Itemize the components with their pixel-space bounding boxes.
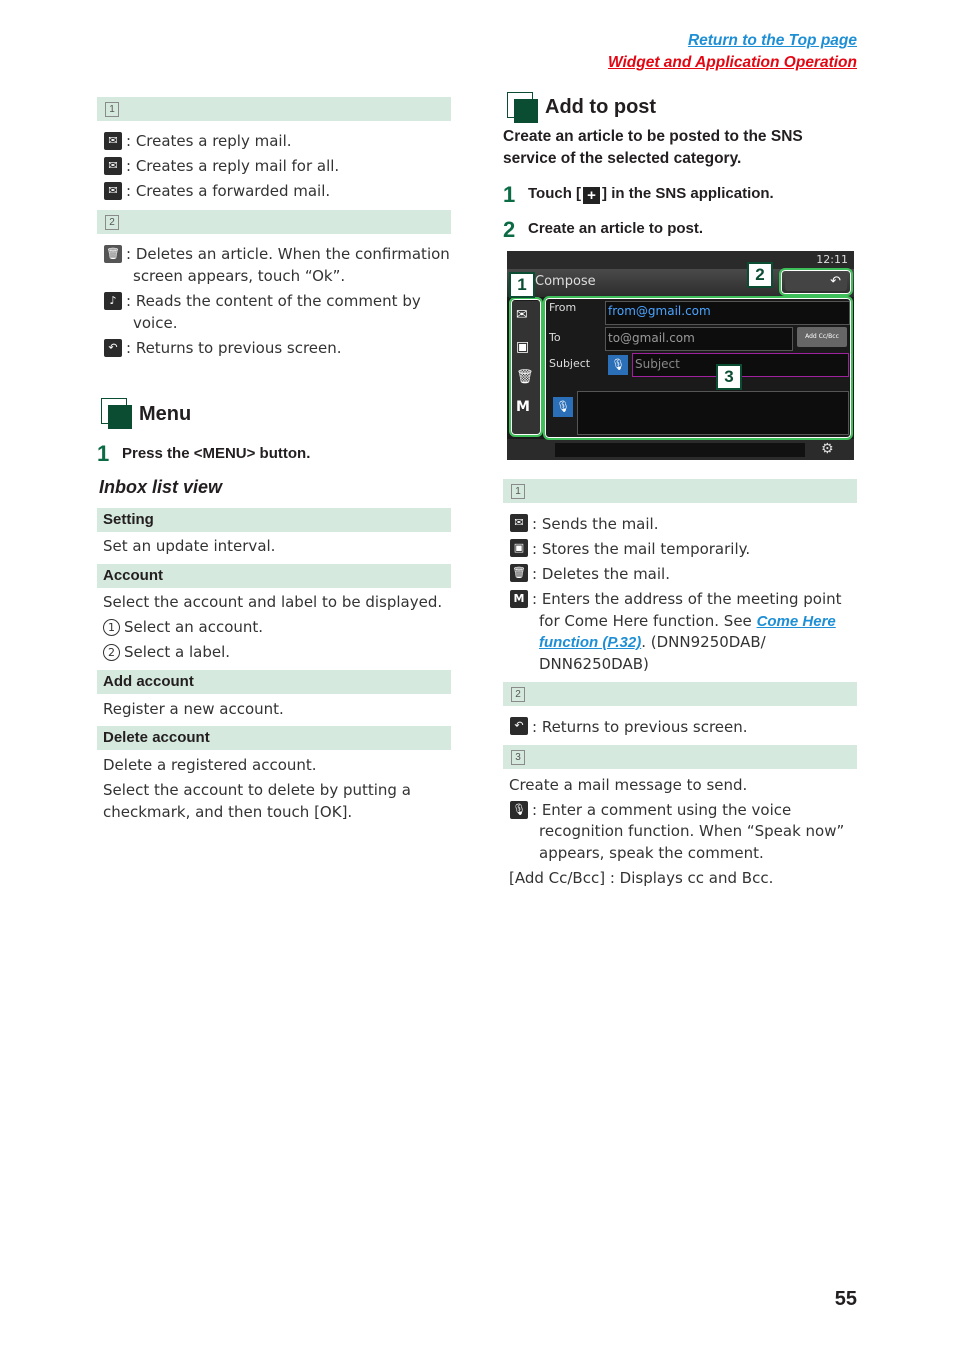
delete-account-desc2-2: checkmark, and then touch [OK]. [103, 803, 353, 821]
bar-number: 2 [105, 215, 119, 230]
voice-desc-2: recognition function. When “Speak now” [539, 822, 845, 840]
callout-1: 1 [509, 272, 535, 298]
save-icon: ▣ [510, 539, 528, 557]
trash-icon: 🗑 [104, 245, 122, 263]
add-account-desc: Register a new account. [103, 700, 284, 718]
compose-screenshot [507, 251, 854, 460]
section-bar-2 [97, 210, 451, 234]
gear-icon[interactable]: ⚙ [821, 441, 834, 457]
step-2: Create an article to post. [528, 220, 704, 237]
inbox-title: Inbox list view [99, 477, 223, 497]
mic-icon[interactable]: 🎙 [553, 397, 573, 417]
meet-desc-2: for Come Here function. See Come Here [539, 612, 836, 630]
bar-number: 1 [511, 484, 525, 499]
plus-icon: + [583, 187, 600, 204]
back-desc: : Returns to previous screen. [126, 339, 342, 357]
step-circle: 2 [103, 644, 120, 661]
from-value[interactable]: from@gmail.com [608, 304, 711, 318]
setting-bar [97, 508, 451, 532]
create-desc: Create a mail message to send. [509, 776, 748, 794]
intro-2: service of the selected category. [503, 150, 742, 167]
back-icon: ↶ [510, 717, 528, 735]
back-button[interactable]: ↶ [785, 273, 847, 291]
reply-all-icon: ✉ [104, 157, 122, 175]
menu-step: Press the <MENU> button. [122, 445, 311, 462]
from-label: From [549, 301, 577, 314]
delete-desc: : Deletes the mail. [532, 565, 670, 583]
account-step-1: 1 Select an account. [103, 616, 263, 638]
delete-account-bar [97, 726, 451, 750]
delete-desc-1: : Deletes an article. When the confirmation [126, 245, 450, 263]
step-circle: 1 [103, 619, 120, 636]
meet-desc-1: : Enters the address of the meeting point [532, 590, 842, 608]
page-number: 55 [834, 1288, 857, 1310]
add-account-bar [97, 670, 451, 694]
send-icon[interactable]: ✉ [516, 307, 528, 323]
bar-number: 2 [511, 687, 525, 702]
addcc-desc: [Add Cc/Bcc] : Displays cc and Bcc. [509, 869, 774, 887]
delete-account-desc: Delete a registered account. [103, 756, 317, 774]
add-to-post-title: Add to post [545, 96, 657, 118]
read-desc-2: voice. [133, 314, 178, 332]
step-number: 1 [503, 182, 516, 207]
come-here-link-page[interactable]: function (P.32) [539, 634, 642, 651]
forward-desc: : Creates a forwarded mail. [126, 182, 331, 200]
account-bar [97, 564, 451, 588]
bar-number: 1 [105, 102, 119, 117]
step-1: Touch [ + ] in the SNS application. [528, 185, 774, 204]
section-bar-3 [503, 745, 857, 769]
meet-desc-4: DNN6250DAB) [539, 655, 649, 673]
send-icon: ✉ [510, 514, 528, 532]
section-bar-1 [97, 97, 451, 121]
forward-icon: ✉ [104, 182, 122, 200]
reply-icon: ✉ [104, 132, 122, 150]
step-number: 1 [97, 441, 110, 466]
mic-icon[interactable]: 🎙 [608, 355, 628, 375]
reply-desc: : Creates a reply mail. [126, 132, 292, 150]
meeting-point-icon[interactable]: M [516, 399, 530, 415]
section-bar-2 [503, 682, 857, 706]
menu-title: Menu [139, 403, 192, 425]
back-desc: : Returns to previous screen. [532, 718, 748, 736]
delete-desc-2: screen appears, touch “Ok”. [133, 267, 346, 285]
account-step-2: 2 Select a label. [103, 641, 230, 663]
meeting-point-icon: M [510, 590, 528, 608]
compose-title: Compose [535, 274, 596, 289]
callout-3: 3 [716, 364, 742, 390]
subject-input[interactable]: Subject [635, 357, 680, 371]
account-title: Account [103, 567, 163, 584]
account-desc: Select the account and label to be displayed. [103, 593, 443, 611]
to-label: To [549, 331, 561, 344]
store-desc: : Stores the mail temporarily. [532, 540, 751, 558]
setting-title: Setting [103, 511, 154, 528]
speaker-icon: ♪ [104, 292, 122, 310]
mic-icon: 🎙 [510, 801, 528, 819]
section-icon [101, 398, 131, 428]
callout-2: 2 [747, 262, 773, 288]
bar-number: 3 [511, 750, 525, 765]
meet-desc-3: function (P.32). (DNN9250DAB/ [539, 633, 766, 651]
send-desc: : Sends the mail. [532, 515, 659, 533]
trash-icon[interactable]: 🗑 [516, 369, 534, 385]
to-value[interactable]: to@gmail.com [608, 331, 695, 345]
return-to-top-link[interactable]: Return to the Top page [687, 32, 857, 49]
step-number: 2 [503, 217, 516, 242]
voice-desc-3: appears, speak the comment. [539, 844, 764, 862]
add-cc-button[interactable]: Add Cc/Bcc [797, 327, 847, 347]
come-here-link[interactable]: Come Here [756, 613, 836, 630]
add-account-title: Add account [103, 673, 194, 690]
setting-desc: Set an update interval. [103, 537, 276, 555]
back-icon: ↶ [104, 339, 122, 357]
reply-all-desc: : Creates a reply mail for all. [126, 157, 340, 175]
clock: 12:11 [816, 253, 848, 266]
intro-1: Create an article to be posted to the SNS [503, 128, 803, 145]
subject-label: Subject [549, 357, 591, 370]
voice-desc-1: : Enter a comment using the voice [532, 801, 792, 819]
trash-icon: 🗑 [510, 564, 528, 582]
delete-account-title: Delete account [103, 729, 210, 746]
section-icon [507, 92, 537, 122]
section-link[interactable]: Widget and Application Operation [607, 54, 857, 71]
section-bar-1 [503, 479, 857, 503]
delete-account-desc2-1: Select the account to delete by putting a [103, 781, 411, 799]
read-desc-1: : Reads the content of the comment by [126, 292, 421, 310]
save-icon[interactable]: ▣ [516, 339, 530, 355]
